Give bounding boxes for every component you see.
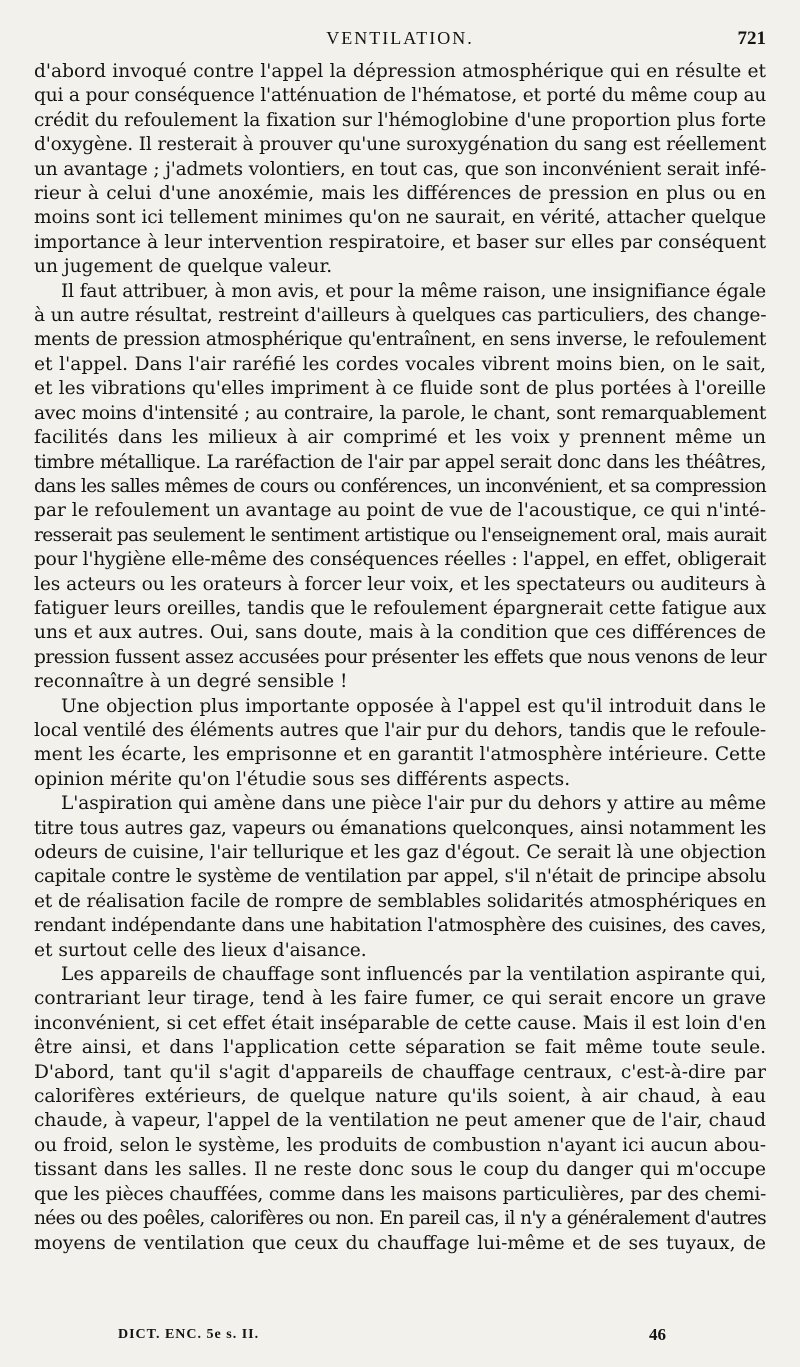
- text-line: que les pièces chauffées, comme dans les maisons particulières, par des chemi-: [34, 1183, 766, 1205]
- text-line: et de réalisation facile de rompre de semblables solidarités atmosphériques en: [34, 890, 766, 912]
- text-line: pression fussent assez accusées pour présenter les effets que nous venons de leur: [34, 646, 767, 668]
- text-line: resserait pas seulement le sentiment artistique ou l'enseignement oral, mais aurait: [34, 524, 766, 546]
- text-line: ou froid, selon le système, les produits de combustion n'ayant ici aucun abou-: [34, 1134, 766, 1156]
- paragraph: [34, 695, 766, 793]
- text-line: titre tous autres gaz, vapeurs ou émanations quelconques, ainsi notamment les: [34, 817, 766, 839]
- text-line: dans les salles mêmes de cours ou conférences, un inconvénient, et sa compression: [34, 475, 766, 497]
- text-line: par le refoulement un avantage au point de vue de l'acoustique, ce qui n'inté-: [34, 500, 767, 522]
- text-line: capitale contre le système de ventilation par appel, s'il n'était de principe absolu: [34, 866, 766, 888]
- running-head: [34, 28, 766, 60]
- text-line: opinion mérite qu'on l'étudie sous ses différents aspects.: [34, 768, 571, 790]
- text-line: et l'appel. Dans l'air raréfié les cordes vocales vibrent moins bien, on le sait,: [34, 353, 766, 375]
- page-footer: [0, 1325, 800, 1355]
- text-line: moyens de ventilation que ceux du chauffage lui-même et de ses tuyaux, de: [34, 1232, 766, 1254]
- text-line: local ventilé des éléments autres que l'air pur du dehors, tandis que le refoule-: [34, 719, 766, 741]
- text-line: nées ou des poêles, calorifères ou non. En pareil cas, il n'y a généralement d'autres: [34, 1208, 766, 1230]
- text-line: inconvénient, si cet effet était inséparable de cette cause. Mais il est loin d'en: [34, 1012, 766, 1034]
- page-number: 721: [737, 28, 766, 49]
- text-line: Une objection plus importante opposée à l'appel est qu'il introduit dans le: [61, 695, 766, 717]
- sheet-number: 46: [649, 1325, 666, 1344]
- paragraph: [34, 963, 766, 1256]
- text-line: odeurs de cuisine, l'air tellurique et les gaz d'égout. Ce serait là une objection: [34, 842, 766, 863]
- text-line: un avantage ; j'admets volontiers, en tout cas, que son inconvénient serait infé-: [34, 158, 766, 180]
- text-line: chaude, à vapeur, l'appel de la ventilation ne peut amener que de l'air, chaud: [34, 1110, 766, 1132]
- body-text: [34, 60, 766, 1256]
- text-line: Les appareils de chauffage sont influencés par la ventilation aspirante qui,: [61, 964, 767, 986]
- text-line: Il faut attribuer, à mon avis, et pour la même raison, une insignifiance égale: [61, 280, 766, 302]
- text-line: à un autre résultat, restreint d'ailleurs à quelques cas particuliers, des change-: [34, 305, 767, 327]
- text-line: reconnaître à un degré sensible !: [34, 671, 348, 693]
- text-line: tissant dans les salles. Il ne reste donc sous le coup du danger qui m'occupe: [34, 1159, 766, 1181]
- text-line: contrariant leur tirage, tend à les faire fumer, ce qui serait encore un grave: [34, 988, 766, 1010]
- text-line: uns et aux autres. Oui, sans doute, mais à la condition que ces différences de: [34, 622, 766, 644]
- text-line: avec moins d'intensité ; au contraire, la parole, le chant, sont remarquablement: [34, 402, 766, 424]
- text-line: crédit du refoulement la fixation sur l'hémoglobine d'une proportion plus forte: [34, 109, 766, 131]
- text-line: et les vibrations qu'elles impriment à ce fluide sont de plus portées à l'oreille: [34, 378, 766, 400]
- text-line: être ainsi, et dans l'application cette séparation se fait même toute seule.: [34, 1037, 766, 1059]
- text-line: pour l'hygiène elle-même des conséquences réelles : l'appel, en effet, obligerait: [34, 549, 766, 571]
- text-line: D'abord, tant qu'il s'agit d'appareils de chauffage centraux, c'est-à-dire par: [34, 1061, 766, 1083]
- text-line: ment les écarte, les emprisonne et en garantit l'atmosphère intérieure. Cette: [34, 744, 766, 766]
- text-line: calorifères extérieurs, de quelque nature qu'ils soient, à air chaud, à eau: [34, 1086, 766, 1108]
- paragraph: [34, 792, 766, 963]
- running-title: VENTILATION.: [326, 28, 474, 48]
- text-line: qui a pour conséquence l'atténuation de l'hématose, et porté du même coup au: [34, 85, 767, 107]
- text-line: timbre métallique. La raréfaction de l'air par appel serait donc dans les théâtres,: [34, 451, 766, 473]
- text-line: les acteurs ou les orateurs à forcer leur voix, et les spectateurs ou auditeurs à: [34, 573, 766, 595]
- text-line: d'oxygène. Il resterait à prouver qu'une suroxygénation du sang est réellement: [34, 134, 766, 156]
- paragraph: [34, 60, 766, 280]
- text-line: d'abord invoqué contre l'appel la dépression atmosphérique qui en résulte et: [34, 61, 766, 82]
- text-line: ments de pression atmosphérique qu'entraînent, en sens inverse, le refoulement: [34, 329, 766, 351]
- text-line: rendant indépendante dans une habitation l'atmosphère des cuisines, des caves,: [34, 915, 766, 937]
- text-line: facilités dans les milieux à air comprimé et les voix y prennent même un: [34, 427, 766, 449]
- paragraph: [34, 280, 766, 695]
- text-line: rieur à celui d'une anoxémie, mais les différences de pression en plus ou en: [34, 183, 766, 205]
- text-line: et surtout celle des lieux d'aisance.: [34, 939, 367, 961]
- text-line: fatiguer leurs oreilles, tandis que le refoulement épargnerait cette fatigue aux: [34, 597, 767, 619]
- printer-signature: DICT. ENC. 5e s. II.: [118, 1327, 260, 1342]
- text-line: L'aspiration qui amène dans une pièce l'air pur du dehors y attire au même: [61, 793, 767, 815]
- text-line: moins sont ici tellement minimes qu'on ne saurait, en vérité, attacher quelque: [34, 207, 766, 229]
- text-line: importance à leur intervention respiratoire, et baser sur elles par conséquent: [34, 231, 766, 253]
- text-line: un jugement de quelque valeur.: [34, 256, 333, 278]
